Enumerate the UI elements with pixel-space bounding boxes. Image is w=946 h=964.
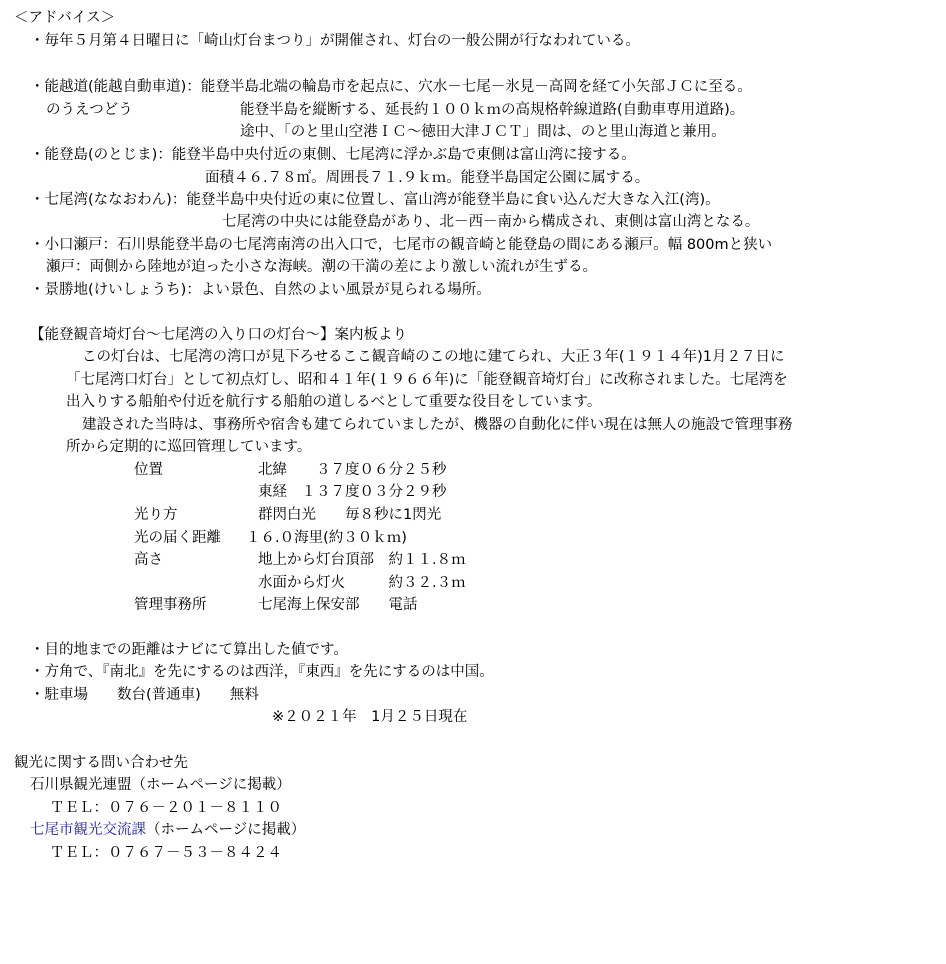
contact-org2-suffix: （ホームページに掲載） [146, 822, 306, 838]
spec-height-water: 水面から灯火 約３２.３ｍ [258, 575, 466, 591]
spec-longitude: 東経 １３７度０３分２９秒 [258, 484, 447, 500]
spec-office-label: 管理事務所 [134, 597, 207, 613]
note-as-of-date: ※２０２１年 1月２５日現在 [272, 709, 468, 725]
spec-light-value: 群閃白光 毎８秒に1閃光 [258, 507, 442, 523]
contact-tel2: ＴＥＬ：０７６７－５３－８４２４ [50, 845, 282, 861]
advice-nanao-line1: ・七尾湾(ななおわん)：能登半島中央付近の東に位置し、富山湾が能登半島に食い込んだ大きな入江(湾)。 [30, 192, 720, 208]
guide-para2-line1: 建設された当時は、事務所や宿舎も建てられていましたが、機器の自動化に伴い現在は無人の施設で管理事務 [82, 417, 793, 433]
spec-latitude: 北緯 ３７度０６分２５秒 [258, 462, 447, 478]
spec-height-label: 高さ [134, 552, 163, 568]
note-distance: ・目的地までの距離はナビにて算出した値です。 [30, 642, 348, 658]
contact-tel1: ＴＥＬ：０７６－２０１－８１１０ [50, 800, 282, 816]
contact-org1: 石川県観光連盟（ホームページに掲載） [30, 777, 291, 793]
guide-para1-line2: 「七尾湾口灯台」として初点灯し、昭和４１年(１９６６年)に「能登観音埼灯台」に改称されました。七尾湾を [66, 372, 788, 388]
advice-notojima-line2: 面積４６.７８㎡。周囲長７１.９ｋｍ。能登半島国定公園に属する。 [205, 170, 650, 186]
spec-position-label: 位置 [134, 462, 163, 478]
advice-oguchi-line2: 瀬戸：両側から陸地が迫った小さな海峡。潮の干満の差により激しい流れが生ずる。 [46, 259, 597, 275]
advice-keishochi: ・景勝地(けいしょうち)：よい景色、自然のよい風景が見られる場所。 [30, 282, 491, 298]
advice-festival-bullet: ・毎年５月第４日曜日に「崎山灯台まつり」が開催され、灯台の一般公開が行なわれている。 [30, 33, 640, 49]
advice-nanao-line2: 七尾湾の中央には能登島があり、北－西－南から構成され、東側は富山湾となる。 [222, 214, 760, 230]
guide-para1-line3: 出入りする船舶や付近を航行する船舶の道しるべとして重要な役目をしています。 [66, 394, 602, 410]
note-directions: ・方角で、『南北』を先にするのは西洋，『東西』を先にするのは中国。 [30, 664, 494, 680]
advice-notojima-line1: ・能登島(のとじま)：能登半島中央付近の東側、七尾湾に浮かぶ島で東側は富山湾に接する。 [30, 147, 636, 163]
advice-notoji-line3: 途中、「のと里山空港ＩＣ～徳田大津ＪＣＴ」間は、のと里山海道と兼用。 [240, 124, 726, 140]
advice-notoji-reading: のうえつどう [46, 102, 133, 118]
contact-heading: 観光に関する問い合わせ先 [14, 755, 188, 771]
guide-title: 【能登観音埼灯台～七尾湾の入り口の灯台～】案内板より [30, 327, 407, 343]
advice-oguchi-line1: ・小口瀬戸：石川県能登半島の七尾湾南湾の出入口で，七尾市の観音崎と能登島の間にある瀬戸。幅 800mと狭い [30, 237, 773, 253]
advice-notoji-line2: 能登半島を縦断する、延長約１００ｋｍの高規格幹線道路(自動車専用道路)。 [240, 102, 745, 118]
contact-org2-link[interactable]: 七尾市観光交流課 [30, 822, 146, 838]
advice-heading: ＜アドバイス＞ [14, 10, 116, 26]
spec-range-value: １６.０海里(約３０ｋｍ) [246, 530, 407, 546]
guide-para1-line1: この灯台は、七尾湾の湾口が見下ろせるここ観音崎のこの地に建てられ、大正３年(１９１４年)1月２７日に [82, 349, 785, 365]
advice-notoji-line1: ・能越道(能越自動車道)：能登半島北端の輪島市を起点に、穴水－七尾－氷見－高岡を経て小矢部ＪＣに至る。 [30, 79, 752, 95]
contact-org2 [30, 820, 305, 842]
guide-para2-line2: 所から定期的に巡回管理しています。 [66, 439, 312, 455]
spec-office-value: 七尾海上保安部 電話 [258, 597, 418, 613]
spec-height-ground: 地上から灯台頂部 約１１.８ｍ [258, 552, 466, 568]
note-parking: ・駐車場 数台(普通車) 無料 [30, 687, 259, 703]
spec-light-label: 光り方 [134, 507, 178, 523]
spec-range-label: 光の届く距離 [134, 530, 221, 546]
